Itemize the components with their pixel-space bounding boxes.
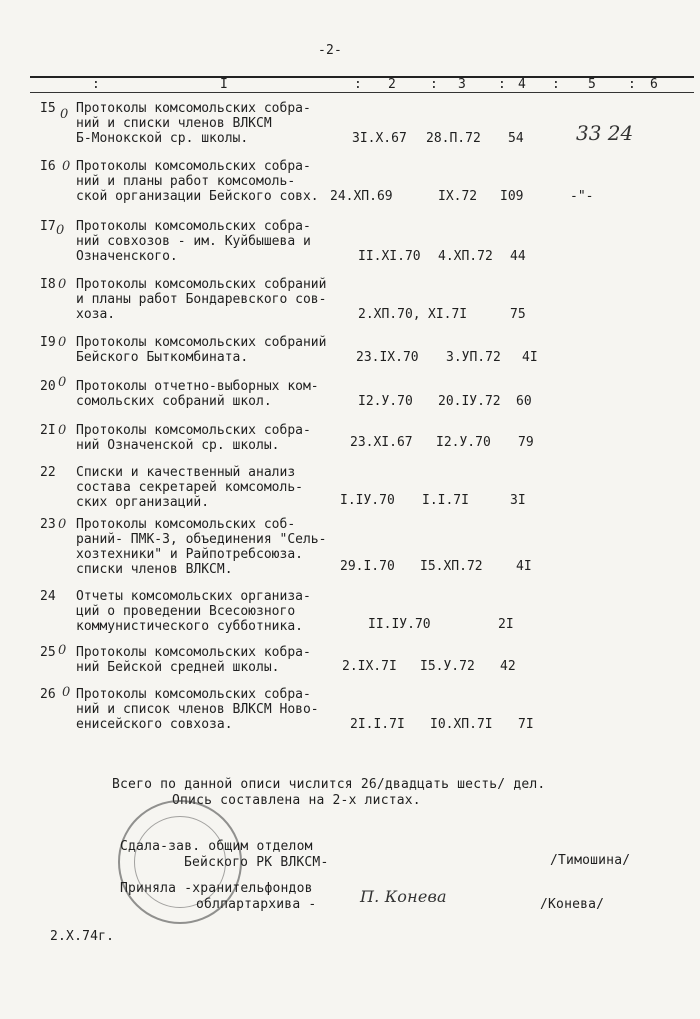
entry-title-line: ний и список членов ВЛКСМ Ново-	[76, 702, 319, 717]
entry-title-line: Протоколы комсомольских собра-	[76, 101, 311, 116]
check-mark: 0	[58, 423, 67, 438]
column-header-4: 4	[518, 77, 526, 92]
entry-title-line: енисейского совхоза.	[76, 717, 233, 732]
start-date: I2.У.70	[358, 394, 413, 409]
entry-title-line: Протоколы комсомольских собра-	[76, 687, 311, 702]
column-separator: :	[92, 77, 100, 92]
handwritten-signature: П. Конева	[360, 887, 447, 906]
entry-title-line: ской организации Бейского совх.	[76, 189, 319, 204]
end-date: 4.ХП.72	[438, 249, 493, 264]
entry-number: 23	[40, 517, 56, 532]
entry-title-line: Протоколы комсомольских собраний	[76, 277, 327, 292]
start-date: II.IУ.70	[368, 617, 431, 632]
column-separator: :	[628, 77, 636, 92]
ditto-note: -"-	[570, 189, 594, 204]
end-date: I5.У.72	[420, 659, 475, 674]
start-date: 2.ХП.70,	[358, 307, 421, 322]
entry-title-line: Протоколы комсомольских кобра-	[76, 645, 311, 660]
entry-number: I8	[40, 277, 56, 292]
entry-number: I7	[40, 219, 56, 234]
entry-number: 2I	[40, 423, 56, 438]
summary-total: Всего по данной описи числится 26/двадцать шесть/ дел.	[112, 777, 546, 792]
column-header-3: 3	[458, 77, 466, 92]
entry-title-line: Протоколы комсомольских собра-	[76, 423, 311, 438]
column-header-6: 6	[650, 77, 658, 92]
end-date: 28.П.72	[426, 131, 481, 146]
sheet-count: 54	[508, 131, 524, 146]
sheet-count: 4I	[516, 559, 532, 574]
summary-sheets: Опись составлена на 2-х листах.	[172, 793, 421, 808]
check-mark: 0	[58, 335, 67, 350]
sheet-count: I09	[500, 189, 524, 204]
end-date: I2.У.70	[436, 435, 491, 450]
entry-title-line: Протоколы комсомольских соб-	[76, 517, 296, 532]
start-date: 24.ХП.69	[330, 189, 393, 204]
entry-title-line: Бейского Быткомбината.	[76, 350, 249, 365]
column-separator: :	[430, 77, 438, 92]
start-date: 2.IX.7I	[342, 659, 397, 674]
entry-title-line: Протоколы отчетно-выборных ком-	[76, 379, 319, 394]
entry-title-line: ций о проведении Всесоюзного	[76, 604, 296, 619]
page-number: -2-	[318, 43, 343, 58]
entry-title-line: Отчеты комсомольских организа-	[76, 589, 311, 604]
handed-over-line: Сдала-зав. общим отделом	[120, 839, 313, 854]
entry-number: 20	[40, 379, 56, 394]
entry-title-line: ских организаций.	[76, 495, 210, 510]
check-mark: 0	[62, 685, 71, 700]
entry-title-line: ний и планы работ комсомоль-	[76, 174, 296, 189]
start-date: 29.I.70	[340, 559, 395, 574]
entry-title-line: Протоколы комсомольских собра-	[76, 219, 311, 234]
received-org: облпартархива -	[196, 897, 317, 912]
entry-title-line: состава секретарей комсомоль-	[76, 480, 303, 495]
check-mark: 0	[58, 277, 67, 292]
entry-title-line: Протоколы комсомольских собраний	[76, 335, 327, 350]
column-header-2: 2	[388, 77, 396, 92]
header-bottom-rule	[30, 92, 694, 93]
end-date: XI.7I	[428, 307, 468, 322]
entry-number: I5	[40, 101, 56, 116]
sheet-count: 7I	[518, 717, 534, 732]
sheet-count: 3I	[510, 493, 526, 508]
entry-number: 26	[40, 687, 56, 702]
check-mark: 0	[58, 517, 67, 532]
column-header-5: 5	[588, 77, 596, 92]
entry-title-line: сомольских собраний школ.	[76, 394, 272, 409]
handed-over-name: /Тимошина/	[550, 853, 631, 868]
entry-title-line: коммунистического субботника.	[76, 619, 303, 634]
column-separator: :	[498, 77, 506, 92]
sheet-count: 60	[516, 394, 532, 409]
entry-title-line: Списки и качественный анализ	[76, 465, 296, 480]
check-mark: 0	[58, 643, 67, 658]
column-separator: :	[354, 77, 362, 92]
handwritten-note: 33 24	[576, 121, 634, 145]
start-date: 3I.X.67	[352, 131, 407, 146]
entry-title-line: и планы работ Бондаревского сов-	[76, 292, 327, 307]
entry-title-line: хоза.	[76, 307, 116, 322]
entry-title-line: ний Бейской средней школы.	[76, 660, 280, 675]
sheet-count: 2I	[498, 617, 514, 632]
entry-title-line: Протоколы комсомольских собра-	[76, 159, 311, 174]
end-date: 20.IУ.72	[438, 394, 501, 409]
handed-over-org: Бейского РК ВЛКСМ-	[184, 855, 329, 870]
column-header-1: I	[220, 77, 228, 92]
entry-title-line: хозтехники" и Райпотребсоюза.	[76, 547, 303, 562]
entry-title-line: Означенского.	[76, 249, 178, 264]
received-line: Приняла -хранительфондов	[120, 881, 313, 896]
entry-number: I6	[40, 159, 56, 174]
end-date: I5.ХП.72	[420, 559, 483, 574]
sheet-count: 79	[518, 435, 534, 450]
column-separator: :	[552, 77, 560, 92]
sheet-count: 4I	[522, 350, 538, 365]
start-date: 2I.I.7I	[350, 717, 405, 732]
entry-title-line: раний- ПМК-3, объединения "Сель-	[76, 532, 327, 547]
received-name: /Конева/	[540, 897, 605, 912]
entry-number: I9	[40, 335, 56, 350]
entry-number: 25	[40, 645, 56, 660]
sheet-count: 75	[510, 307, 526, 322]
start-date: I.IУ.70	[340, 493, 395, 508]
entry-number: 22	[40, 465, 56, 480]
start-date: II.XI.70	[358, 249, 421, 264]
entry-title-line: ний совхозов - им. Куйбышева и	[76, 234, 311, 249]
end-date: 3.УП.72	[446, 350, 501, 365]
sheet-count: 44	[510, 249, 526, 264]
entry-title-line: списки членов ВЛКСМ.	[76, 562, 233, 577]
document-date: 2.X.74г.	[50, 929, 115, 944]
entry-title-line: ний и списки членов ВЛКСМ	[76, 116, 272, 131]
end-date: IX.72	[438, 189, 478, 204]
entry-title-line: Б-Монокской ср. школы.	[76, 131, 249, 146]
entry-title-line: ний Означенской ср. школы.	[76, 438, 280, 453]
entry-number: 24	[40, 589, 56, 604]
start-date: 23.IX.70	[356, 350, 419, 365]
sheet-count: 42	[500, 659, 516, 674]
check-mark: 0	[56, 223, 65, 238]
check-mark: 0	[60, 107, 69, 122]
end-date: I.I.7I	[422, 493, 469, 508]
start-date: 23.XI.67	[350, 435, 413, 450]
check-mark: 0	[62, 159, 71, 174]
end-date: I0.ХП.7I	[430, 717, 493, 732]
check-mark: 0	[58, 375, 67, 390]
